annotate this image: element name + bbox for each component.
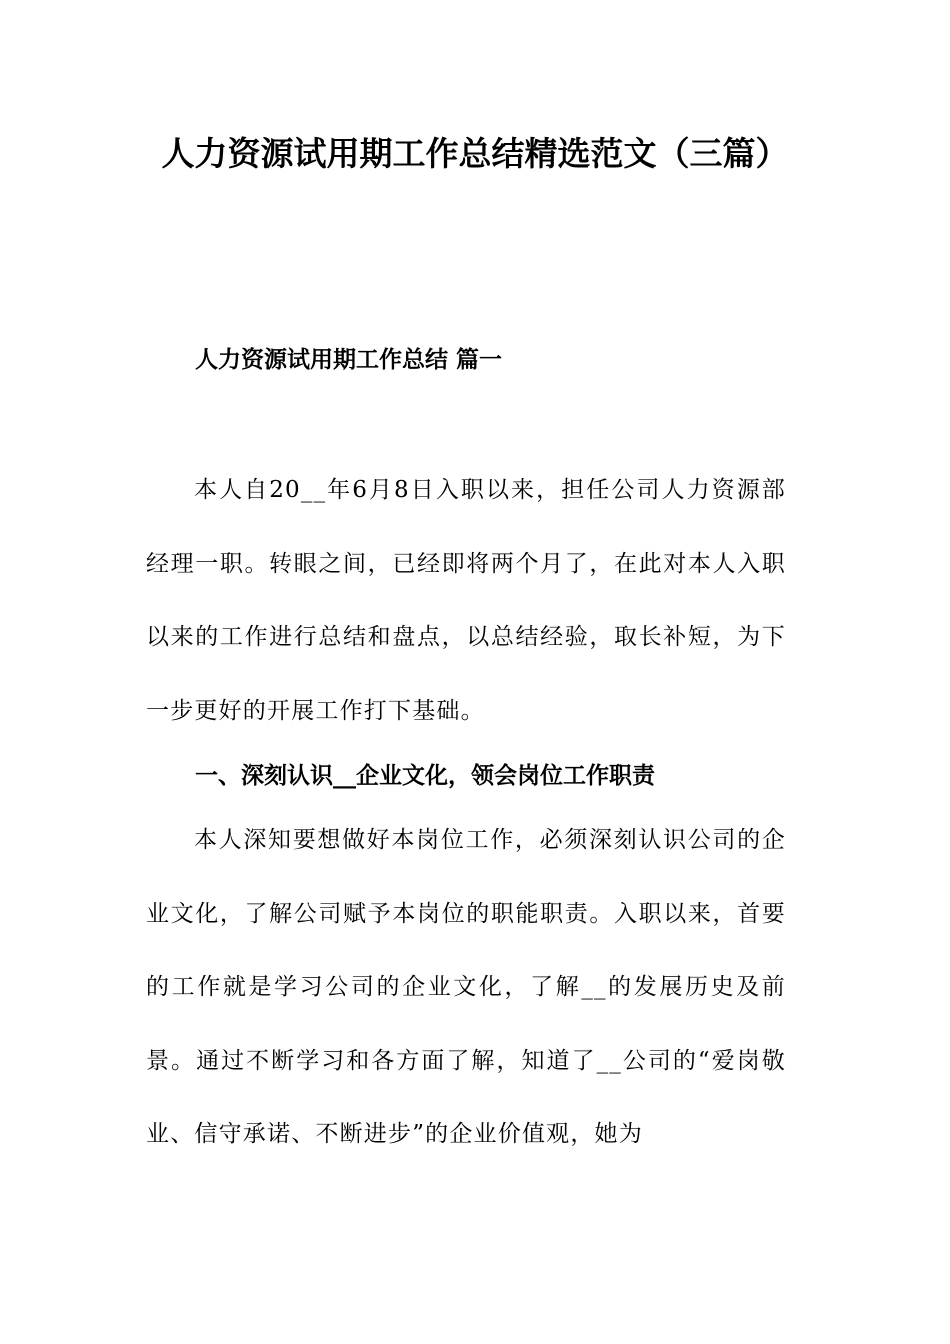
subheading-corporate-culture: 一、深刻认识__企业文化，领会岗位工作职责 xyxy=(195,762,655,789)
document-title: 人力资源试用期工作总结精选范文（三篇） xyxy=(161,134,789,173)
paragraph-corporate-culture: 本人深知要想做好本岗位工作，必须深刻认识公司的企业文化，了解公司赋予本岗位的职能职责。入职以来，首要的工作就是学习公司的企业文化，了解__的发展历史及前景。通过不断学习和各方面了解，知道了__公司的“爱岗敬业、信守承诺、不断进步”的企业价值观，她为 xyxy=(146,827,786,1147)
section-heading: 人力资源试用期工作总结 篇一 xyxy=(195,346,503,373)
paragraph-intro: 本人自20__年6月8日入职以来，担任公司人力资源部经理一职。转眼之间，已经即将两个月了，在此对本人入职以来的工作进行总结和盘点，以总结经验，取长补短，为下一步更好的开展工作打下基础。 xyxy=(146,477,786,724)
